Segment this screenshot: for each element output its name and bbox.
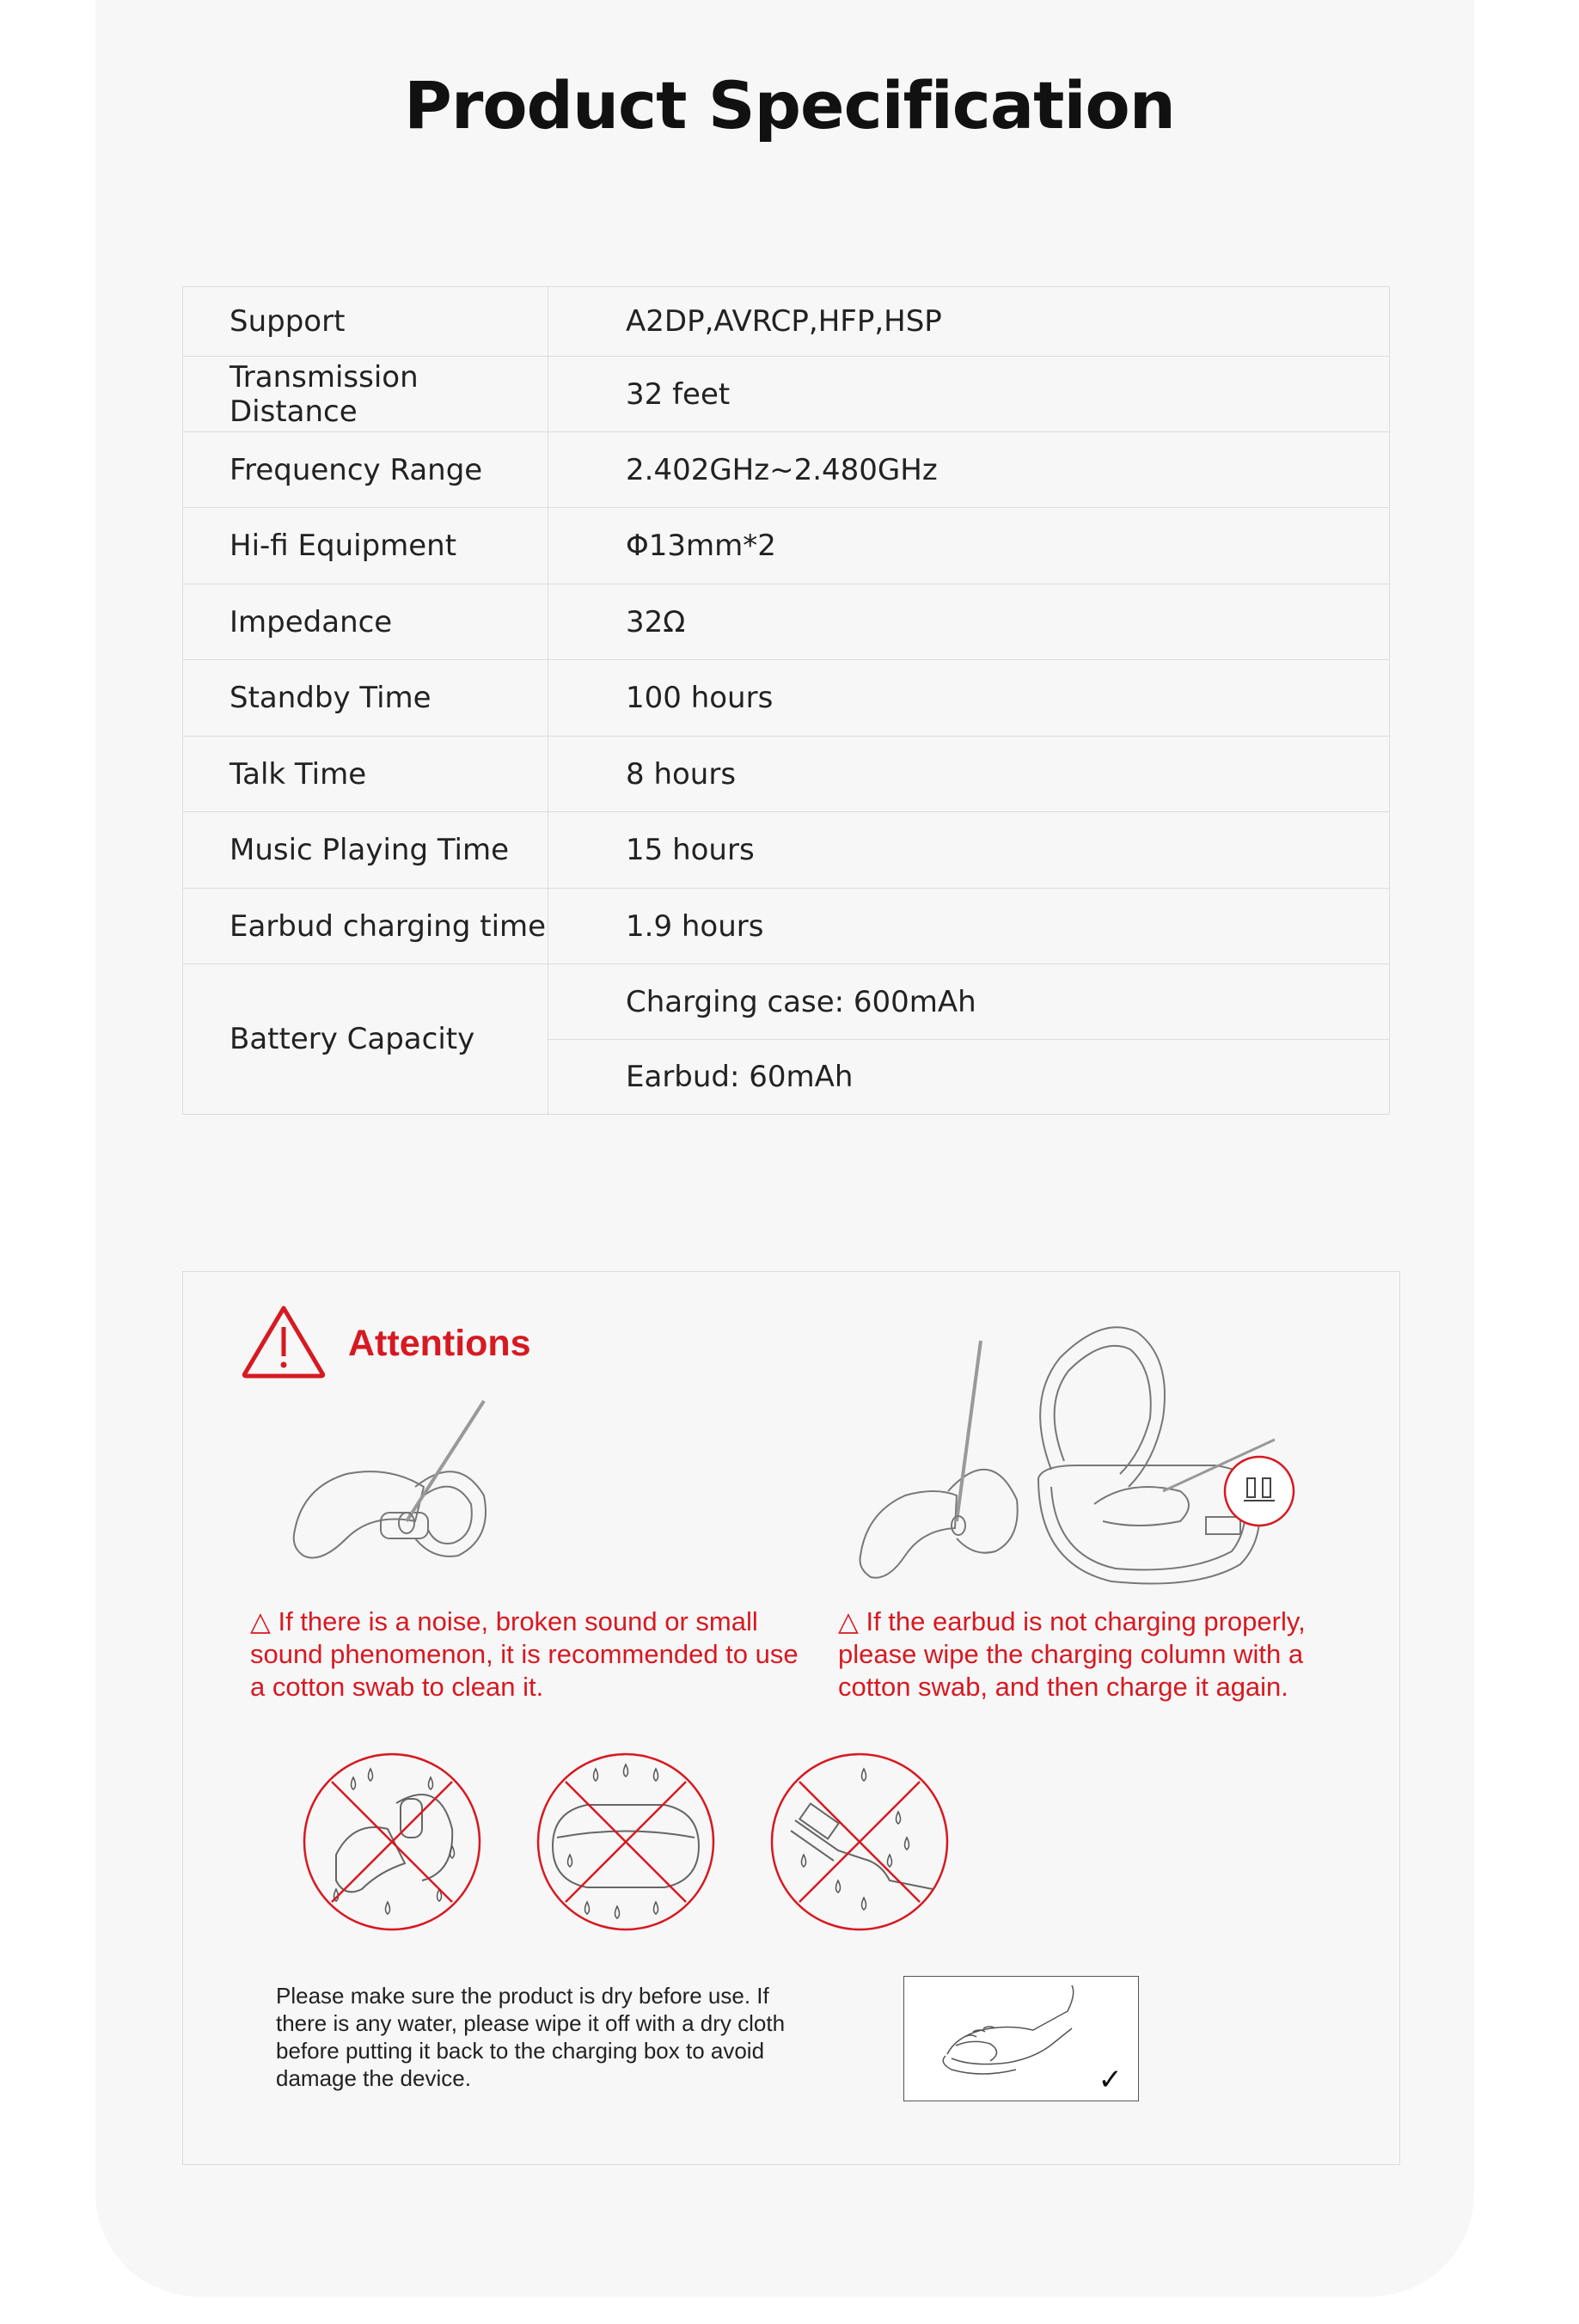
- spec-label: Music Playing Time: [183, 812, 548, 889]
- no-water-earbud-icon: [302, 1752, 482, 1932]
- spec-value: Φ13mm*2: [548, 508, 1390, 584]
- charging-warning-text: △ If the earbud is not charging properly, please wipe the charging column with a cotton swab, and then charge it again.: [838, 1606, 1306, 1702]
- cleaning-warning-text: △ If there is a noise, broken sound or small sound phenomenon, it is recommended to use a cotton swab to clean it.: [250, 1606, 799, 1702]
- spec-value: 15 hours: [548, 812, 1390, 889]
- table-row: [183, 889, 1390, 964]
- spec-value: 32Ω: [548, 584, 1390, 660]
- table-row: [183, 660, 1390, 737]
- table-row: [183, 812, 1390, 889]
- dry-before-use-text: Please make sure the product is dry before use. If there is any water, please wipe it off with a dry cloth before putting it back to the charging box to avoid damage the device.: [276, 1983, 786, 2091]
- spec-label: Frequency Range: [183, 432, 548, 508]
- attentions-header: [242, 1305, 531, 1382]
- spec-label: Talk Time: [183, 737, 548, 812]
- spec-table: [182, 286, 1390, 1115]
- spec-label: Support: [183, 287, 548, 357]
- table-row: [183, 432, 1390, 508]
- spec-label: Transmission Distance: [183, 357, 548, 432]
- spec-value: 100 hours: [548, 660, 1390, 737]
- spec-label: Impedance: [183, 584, 548, 660]
- spec-value: 2.402GHz~2.480GHz: [548, 432, 1390, 508]
- spec-value: A2DP,AVRCP,HFP,HSP: [548, 287, 1390, 357]
- spec-value: Earbud: 60mAh: [548, 1040, 1390, 1115]
- table-row: [183, 508, 1390, 584]
- spec-value: Charging case: 600mAh: [548, 964, 1390, 1040]
- spec-label: Hi-fi Equipment: [183, 508, 548, 584]
- spec-value: 1.9 hours: [548, 889, 1390, 964]
- charging-case-illustration: [854, 1306, 1309, 1593]
- table-row: [183, 287, 1390, 357]
- table-row: [183, 737, 1390, 812]
- warning-triangle-icon: [242, 1305, 326, 1382]
- no-water-case-icon: [536, 1752, 716, 1932]
- table-row: [183, 584, 1390, 660]
- spec-label: Standby Time: [183, 660, 548, 737]
- spec-label: Battery Capacity: [183, 964, 548, 1115]
- no-water-cable-icon: [769, 1752, 950, 1932]
- page-title: Product Specification: [404, 67, 1175, 144]
- spec-value: 8 hours: [548, 737, 1390, 812]
- earbud-cleaning-illustration: [286, 1392, 527, 1576]
- spec-value: 32 feet: [548, 357, 1390, 432]
- attentions-panel: [182, 1271, 1400, 2165]
- check-icon: ✓: [1098, 2063, 1123, 2097]
- spec-label: Earbud charging time: [183, 889, 548, 964]
- table-row: [183, 964, 1390, 1040]
- attentions-title: Attentions: [348, 1322, 531, 1364]
- table-row: [183, 357, 1390, 432]
- dry-cloth-illustration: [903, 1976, 1139, 2101]
